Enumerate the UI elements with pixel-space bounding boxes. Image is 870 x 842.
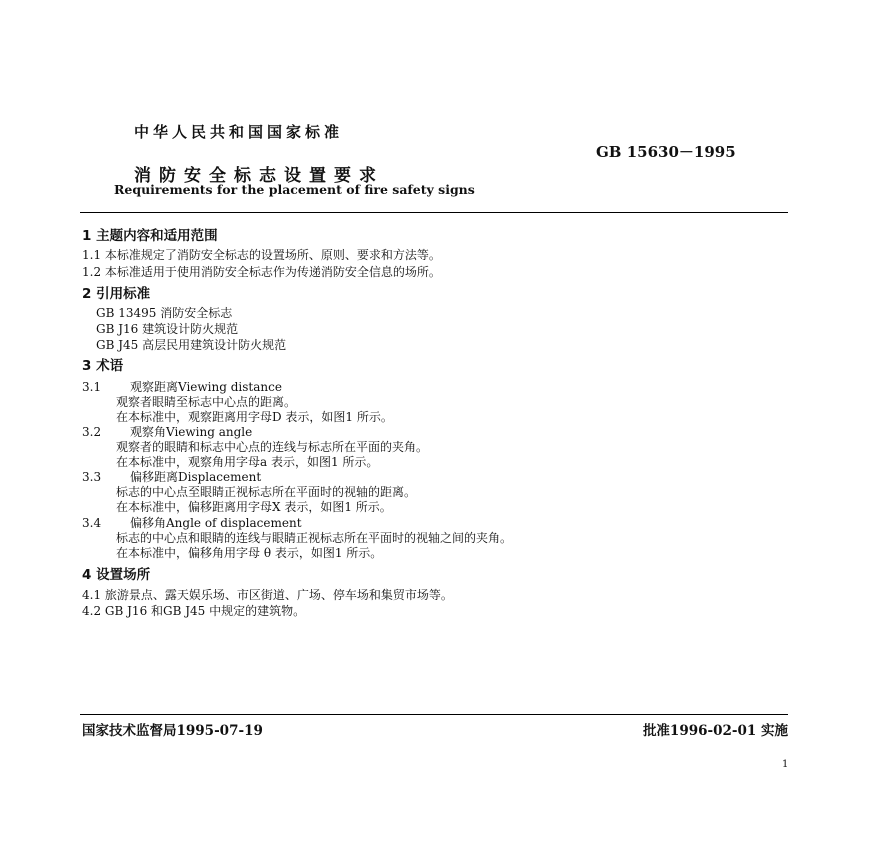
clause-4-2: 4.2 GB J16 和GB J45 中规定的建筑物。 — [82, 604, 306, 618]
reference-item: GB J45 高层民用建筑设计防火规范 — [96, 338, 287, 352]
effective-date: 批准1996-02-01 实施 — [642, 723, 788, 739]
clause-4-1: 4.1 旅游景点、露天娱乐场、市区街道、广场、停车场和集贸市场等。 — [82, 588, 453, 602]
term-number: 3.3 — [82, 470, 102, 484]
title-cn: 消防安全标志设置要求 — [134, 166, 384, 186]
section-3-heading: 3 术语 — [82, 358, 124, 374]
term-definition: 观察者的眼睛和标志中心点的连线与标志所在平面的夹角。 — [116, 440, 429, 454]
term-note: 在本标准中，偏移角用字母 θ 表示，如图1 所示。 — [116, 546, 383, 560]
reference-item: GB 13495 消防安全标志 — [96, 306, 233, 320]
term-title: 偏移角Angle of displacement — [130, 516, 302, 530]
issued-date: 国家技术监督局1995-07-19 — [82, 723, 263, 739]
section-4-heading: 4 设置场所 — [82, 567, 151, 583]
section-1-heading: 1 主题内容和适用范围 — [82, 228, 218, 244]
standard-code: GB 15630－1995 — [596, 143, 736, 161]
term-title: 观察角Viewing angle — [130, 425, 253, 439]
term-definition: 标志的中心点和眼睛的连线与眼睛正视标志所在平面时的视轴之间的夹角。 — [116, 531, 513, 545]
term-definition: 标志的中心点至眼睛正视标志所在平面时的视轴的距离。 — [116, 485, 417, 499]
footer-rule — [80, 714, 788, 715]
clause-1-1: 1.1 本标准规定了消防安全标志的设置场所、原则、要求和方法等。 — [82, 248, 441, 262]
term-title: 观察距离Viewing distance — [130, 380, 282, 394]
term-number: 3.4 — [82, 516, 102, 530]
term-definition: 观察者眼睛至标志中心点的距离。 — [116, 395, 297, 409]
header-rule — [80, 212, 788, 213]
clause-1-2: 1.2 本标准适用于使用消防安全标志作为传递消防安全信息的场所。 — [82, 265, 441, 279]
page-number: 1 — [782, 759, 789, 770]
term-note: 在本标准中，观察角用字母a 表示，如图1 所示。 — [116, 455, 379, 469]
title-en: Requirements for the placement of fire safety signs — [114, 182, 475, 197]
term-title: 偏移距离Displacement — [130, 470, 262, 484]
term-note: 在本标准中，观察距离用字母D 表示，如图1 所示。 — [116, 410, 393, 424]
reference-item: GB J16 建筑设计防火规范 — [96, 322, 239, 336]
section-2-heading: 2 引用标准 — [82, 286, 151, 302]
term-number: 3.1 — [82, 380, 102, 394]
term-number: 3.2 — [82, 425, 102, 439]
issuing-org: 中华人民共和国国家标准 — [134, 123, 344, 141]
term-note: 在本标准中，偏移距离用字母X 表示，如图1 所示。 — [116, 500, 392, 514]
